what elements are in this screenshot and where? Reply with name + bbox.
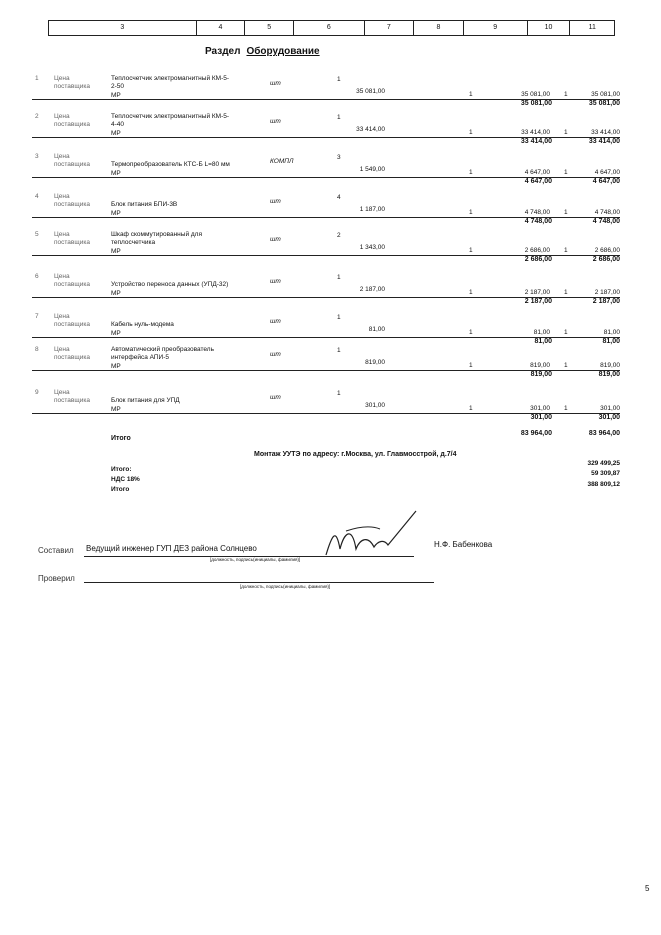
item-source-1: Цена <box>54 113 70 120</box>
item-sum-2: 2 187,00 <box>594 289 620 296</box>
item-unit: шт <box>270 318 281 325</box>
item-qty: 2 <box>337 232 341 239</box>
item-coef: 1 <box>469 405 473 412</box>
item-source-2: поставщика <box>54 354 90 361</box>
item-coef: 1 <box>469 329 473 336</box>
item-sum: 2 686,00 <box>524 247 550 254</box>
item-unit: шт <box>270 278 281 285</box>
item-sum-2: 33 414,00 <box>591 129 620 136</box>
item-coef-2: 1 <box>564 91 568 98</box>
header-col: 9 <box>464 21 528 35</box>
item-name-2: интерфейса АПИ-5 <box>111 354 170 361</box>
header-col: 5 <box>245 21 294 35</box>
summary-itogo-value: 329 499,25 <box>587 460 620 467</box>
section-prefix: Раздел <box>205 46 241 57</box>
item-source-2: поставщика <box>54 281 90 288</box>
item-sum: 819,00 <box>530 362 550 369</box>
item-coef: 1 <box>469 209 473 216</box>
item-mp: МР <box>111 170 121 177</box>
item-sum: 301,00 <box>530 405 550 412</box>
item-total-2: 33 414,00 <box>588 138 620 145</box>
item-qty: 1 <box>337 114 341 121</box>
itogo-sum2: 83 964,00 <box>588 430 620 437</box>
item-sum-2: 35 081,00 <box>591 91 620 98</box>
item-number: 8 <box>35 346 39 353</box>
item-name: Устройство переноса данных (УПД-32) <box>111 281 229 288</box>
header-col: 3 <box>49 21 197 35</box>
item-total-2: 4 647,00 <box>592 178 620 185</box>
item-total: 4 748,00 <box>524 218 552 225</box>
item-total-2: 2 686,00 <box>592 256 620 263</box>
item-sum: 35 081,00 <box>521 91 550 98</box>
item-mp: МР <box>111 130 121 137</box>
signature-scribble <box>318 505 428 565</box>
item-qty: 1 <box>337 274 341 281</box>
item-qty: 1 <box>337 347 341 354</box>
item-source-2: поставщика <box>54 161 90 168</box>
item-coef-2: 1 <box>564 362 568 369</box>
sostavil-name: Н.Ф. Бабенкова <box>434 540 493 549</box>
item-qty: 1 <box>337 76 341 83</box>
item-price: 2 187,00 <box>359 286 385 293</box>
item-coef-2: 1 <box>564 289 568 296</box>
summary-itogo-label: Итого: <box>111 466 132 473</box>
header-col: 8 <box>414 21 464 35</box>
item-qty: 1 <box>337 314 341 321</box>
item-mp: МР <box>111 92 121 99</box>
item-number: 7 <box>35 313 39 320</box>
header-col: 4 <box>197 21 246 35</box>
item-coef-2: 1 <box>564 129 568 136</box>
item-total: 819,00 <box>530 371 552 378</box>
item-source-2: поставщика <box>54 201 90 208</box>
item-sum: 33 414,00 <box>521 129 550 136</box>
item-sum-2: 819,00 <box>600 362 620 369</box>
item-price: 33 414,00 <box>356 126 385 133</box>
itogo-sum: 83 964,00 <box>520 430 552 437</box>
item-sum: 4 647,00 <box>524 169 550 176</box>
montazh-address: Монтаж УУТЭ по адресу: г.Москва, ул. Главмосстрой, д.7/4 <box>254 451 457 458</box>
item-unit: шт <box>270 80 281 87</box>
item-source-1: Цена <box>54 273 70 280</box>
item-source-1: Цена <box>54 389 70 396</box>
sostavil-label: Составил <box>38 546 74 555</box>
item-coef: 1 <box>469 247 473 254</box>
item-qty: 1 <box>337 390 341 397</box>
proveril-label: Проверил <box>38 574 75 583</box>
item-coef: 1 <box>469 91 473 98</box>
item-price: 1 187,00 <box>359 206 385 213</box>
item-source-1: Цена <box>54 153 70 160</box>
item-name-2: 4-40 <box>111 121 125 128</box>
header-col: 7 <box>365 21 415 35</box>
item-number: 2 <box>35 113 39 120</box>
summary-total-value: 388 809,12 <box>587 481 620 488</box>
item-unit: шт <box>270 351 281 358</box>
item-mp: МР <box>111 210 121 217</box>
item-coef-2: 1 <box>564 169 568 176</box>
item-sum-2: 301,00 <box>600 405 620 412</box>
item-name: Блок питания для УПД <box>111 397 180 404</box>
proveril-hint: [должность, подпись(инициалы, фамилия)] <box>240 584 331 589</box>
item-source-1: Цена <box>54 193 70 200</box>
item-coef-2: 1 <box>564 209 568 216</box>
item-coef-2: 1 <box>564 405 568 412</box>
item-sum-2: 4 748,00 <box>594 209 620 216</box>
item-price: 301,00 <box>365 402 385 409</box>
item-name: Термопреобразователь КТС-Б L=80 мм <box>111 161 230 168</box>
item-source-2: поставщика <box>54 121 90 128</box>
item-number: 4 <box>35 193 39 200</box>
header-col: 10 <box>528 21 571 35</box>
item-total-2: 301,00 <box>598 414 620 421</box>
item-name: Автоматический преобразователь <box>111 346 214 353</box>
summary-nds-label: НДС 18% <box>111 476 140 483</box>
item-mp: МР <box>111 290 121 297</box>
header-col: 6 <box>294 21 365 35</box>
item-total: 301,00 <box>530 414 552 421</box>
item-total: 81,00 <box>534 338 552 345</box>
item-unit: шт <box>270 236 281 243</box>
item-mp: МР <box>111 248 121 255</box>
item-total: 33 414,00 <box>520 138 552 145</box>
item-price: 35 081,00 <box>356 88 385 95</box>
item-qty: 3 <box>337 154 341 161</box>
item-source-2: поставщика <box>54 397 90 404</box>
summary-total-label: Итого <box>111 486 130 493</box>
item-mp: МР <box>111 330 121 337</box>
item-price: 1 549,00 <box>359 166 385 173</box>
item-number: 3 <box>35 153 39 160</box>
item-number: 6 <box>35 273 39 280</box>
item-source-2: поставщика <box>54 239 90 246</box>
item-price: 1 343,00 <box>359 244 385 251</box>
item-name: Кабель нуль-модема <box>111 321 174 328</box>
item-price: 819,00 <box>365 359 385 366</box>
item-source-1: Цена <box>54 75 70 82</box>
item-name: Теплосчетчик электромагнитный КМ-5- <box>111 75 230 82</box>
item-total: 2 187,00 <box>524 298 552 305</box>
item-price: 81,00 <box>368 326 385 333</box>
item-coef-2: 1 <box>564 329 568 336</box>
sostavil-position: Ведущий инженер ГУП ДЕЗ района Солнцево <box>86 544 257 553</box>
item-number: 9 <box>35 389 39 396</box>
item-source-2: поставщика <box>54 83 90 90</box>
item-coef-2: 1 <box>564 247 568 254</box>
item-unit: КОМПЛ <box>270 158 294 165</box>
item-name-2: теплосчетчика <box>111 239 156 246</box>
header-col: 11 <box>588 24 596 31</box>
summary-nds-value: 59 309,87 <box>591 470 620 477</box>
item-coef: 1 <box>469 129 473 136</box>
item-unit: шт <box>270 394 281 401</box>
item-source-1: Цена <box>54 346 70 353</box>
section-name: Оборудование <box>246 46 320 57</box>
table-header-strip <box>48 20 615 36</box>
item-total: 35 081,00 <box>520 100 552 107</box>
item-name: Блок питания БПИ-3В <box>111 201 178 208</box>
item-sum-2: 2 686,00 <box>594 247 620 254</box>
item-unit: шт <box>270 198 281 205</box>
page-number: 5 <box>645 884 650 893</box>
section-title <box>205 46 320 57</box>
item-qty: 4 <box>337 194 341 201</box>
item-coef: 1 <box>469 362 473 369</box>
item-total-2: 35 081,00 <box>588 100 620 107</box>
item-mp: МР <box>111 406 121 413</box>
item-name: Шкаф скоммутированный для <box>111 231 202 238</box>
item-total-2: 4 748,00 <box>592 218 620 225</box>
item-sum: 4 748,00 <box>524 209 550 216</box>
item-source-1: Цена <box>54 231 70 238</box>
item-unit: шт <box>270 118 281 125</box>
item-sum: 81,00 <box>533 329 550 336</box>
item-sum-2: 4 647,00 <box>594 169 620 176</box>
item-total: 4 647,00 <box>524 178 552 185</box>
item-coef: 1 <box>469 289 473 296</box>
item-mp: МР <box>111 363 121 370</box>
item-source-1: Цена <box>54 313 70 320</box>
item-number: 5 <box>35 231 39 238</box>
item-coef: 1 <box>469 169 473 176</box>
item-total-2: 2 187,00 <box>592 298 620 305</box>
item-total: 2 686,00 <box>524 256 552 263</box>
sostavil-hint: [должность, подпись(инициалы, фамилия)] <box>210 557 301 562</box>
proveril-line <box>84 582 434 583</box>
item-name: Теплосчетчик электромагнитный КМ-5- <box>111 113 230 120</box>
item-source-2: поставщика <box>54 321 90 328</box>
item-total-2: 81,00 <box>602 338 620 345</box>
item-sum-2: 81,00 <box>603 329 620 336</box>
item-number: 1 <box>35 75 39 82</box>
item-total-2: 819,00 <box>598 371 620 378</box>
itogo-label: Итого <box>111 435 131 442</box>
item-name-2: 2-50 <box>111 83 125 90</box>
item-sum: 2 187,00 <box>524 289 550 296</box>
